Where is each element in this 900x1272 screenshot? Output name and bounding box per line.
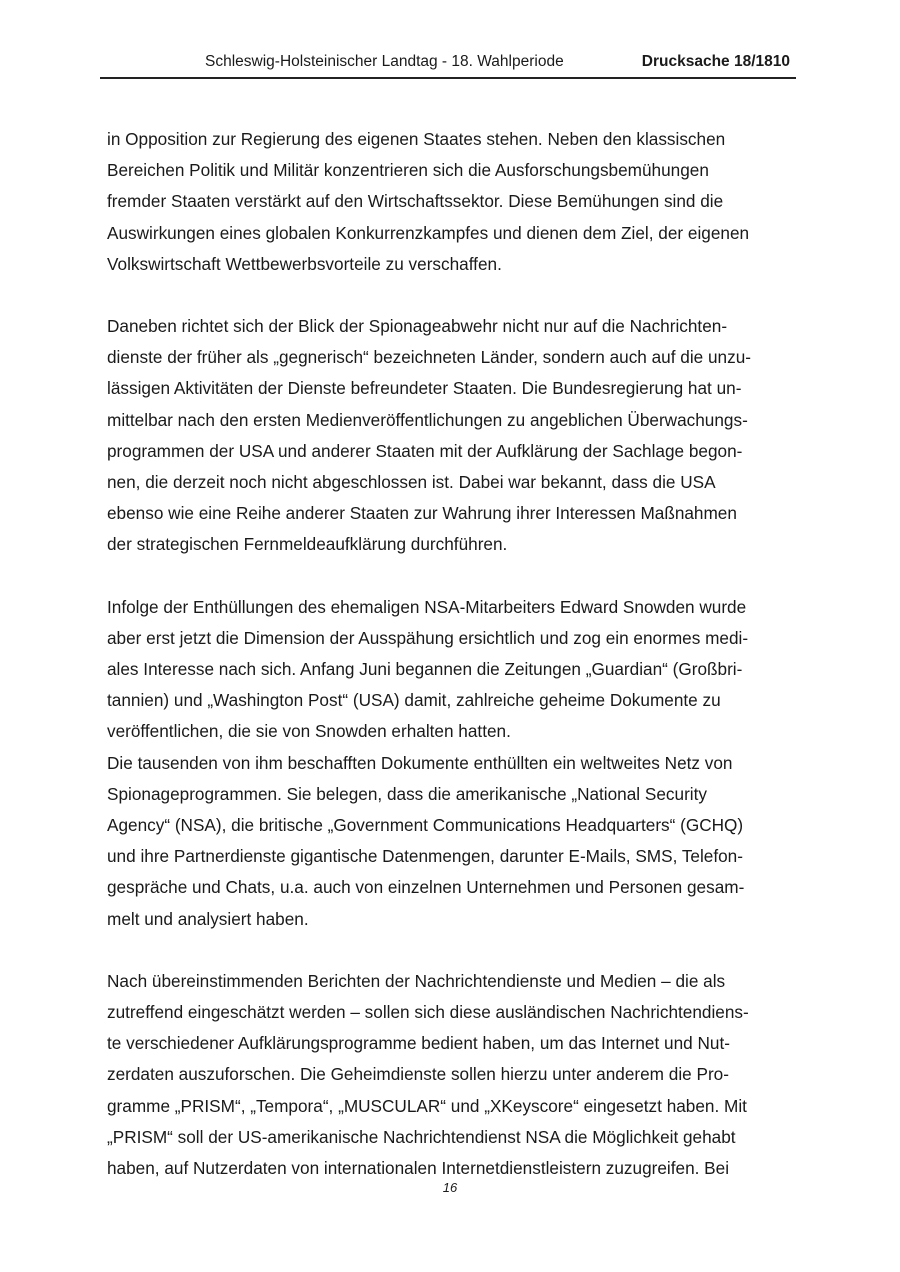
page-number: 16 xyxy=(442,1180,458,1195)
text-line: mittelbar nach den ersten Medienveröffentlichungen zu angeblichen Überwachungs- xyxy=(107,409,748,430)
paragraph-4 xyxy=(107,748,797,935)
header-title: Schleswig-Holsteinischer Landtag - 18. Wahlperiode xyxy=(205,53,564,70)
text-line: ales Interesse nach sich. Anfang Juni begannen die Zeitungen „Guardian“ (Großbri- xyxy=(107,659,743,680)
text-line: Spionageprogrammen. Sie belegen, dass die amerikanische „National Security xyxy=(107,783,707,804)
text-line: veröffentlichen, die sie von Snowden erhalten hatten. xyxy=(107,721,511,742)
text-line: Volkswirtschaft Wettbewerbsvorteile zu verschaffen. xyxy=(107,253,502,274)
text-line: Nach übereinstimmenden Berichten der Nachrichtendienste und Medien – die als xyxy=(107,970,726,991)
text-line: in Opposition zur Regierung des eigenen Staates stehen. Neben den klassischen xyxy=(107,129,726,149)
text-line: Auswirkungen eines globalen Konkurrenzkampfes und dienen dem Ziel, der eigenen xyxy=(107,222,750,243)
text-line: gramme „PRISM“, „Tempora“, „MUSCULAR“ und „XKeyscore“ eingesetzt haben. Mit xyxy=(107,1095,747,1116)
text-line: Daneben richtet sich der Blick der Spionageabwehr nicht nur auf die Nachrichten- xyxy=(107,316,728,337)
text-line: Bereichen Politik und Militär konzentrieren sich die Ausforschungsbemühungen xyxy=(107,160,709,181)
text-line: ebenso wie eine Reihe anderer Staaten zur Wahrung ihrer Interessen Maßnahmen xyxy=(107,503,737,524)
text-line: aber erst jetzt die Dimension der Ausspähung ersichtlich und zog ein enormes medi- xyxy=(107,627,749,648)
text-line: zerdaten auszuforschen. Die Geheimdienste sollen hierzu unter anderem die Pro- xyxy=(107,1064,729,1085)
text-line: nen, die derzeit noch nicht abgeschlossen ist. Dabei war bekannt, dass die USA xyxy=(107,472,716,493)
text-line: zutreffend eingeschätzt werden – sollen sich diese ausländischen Nachrichtendiens- xyxy=(107,1002,749,1023)
body-text xyxy=(107,124,797,1215)
text-line: fremder Staaten verstärkt auf den Wirtschaftssektor. Diese Bemühungen sind die xyxy=(107,191,724,212)
paragraph-2 xyxy=(107,311,797,561)
text-line: Agency“ (NSA), die britische „Government Communications Headquarters“ (GCHQ) xyxy=(107,815,744,836)
text-line: tannien) und „Washington Post“ (USA) damit, zahlreiche geheime Dokumente zu xyxy=(107,690,721,711)
text-line: der strategischen Fernmeldeaufklärung durchführen. xyxy=(107,534,508,555)
text-line: dienste der früher als „gegnerisch“ bezeichneten Länder, sondern auch auf die unzu- xyxy=(107,347,751,368)
text-line: melt und analysiert haben. xyxy=(107,908,309,929)
text-line: Infolge der Enthüllungen des ehemaligen NSA-Mitarbeiters Edward Snowden wurde xyxy=(107,596,747,617)
page-header xyxy=(100,51,796,79)
text-line: lässigen Aktivitäten der Dienste befreundeter Staaten. Die Bundesregierung hat un- xyxy=(107,378,742,399)
text-line: te verschiedener Aufklärungsprogramme bedient haben, um das Internet und Nut- xyxy=(107,1033,730,1054)
text-line: Die tausenden von ihm beschafften Dokumente enthüllten ein weltweites Netz von xyxy=(107,752,733,773)
text-line: programmen der USA und anderer Staaten mit der Aufklärung der Sachlage begon- xyxy=(107,440,743,461)
text-line: gespräche und Chats, u.a. auch von einzelnen Unternehmen und Personen gesam- xyxy=(107,877,745,898)
text-line: haben, auf Nutzerdaten von internationalen Internetdienstleistern zuzugreifen. Bei xyxy=(107,1158,730,1179)
text-line: „PRISM“ soll der US-amerikanische Nachrichtendienst NSA die Möglichkeit gehabt xyxy=(107,1126,736,1147)
paragraph-1 xyxy=(107,124,797,280)
paragraph-5 xyxy=(107,966,797,1184)
paragraph-3 xyxy=(107,592,797,748)
document-number: Drucksache 18/1810 xyxy=(641,53,790,70)
text-line: und ihre Partnerdienste gigantische Datenmengen, darunter E-Mails, SMS, Telefon- xyxy=(107,846,743,867)
